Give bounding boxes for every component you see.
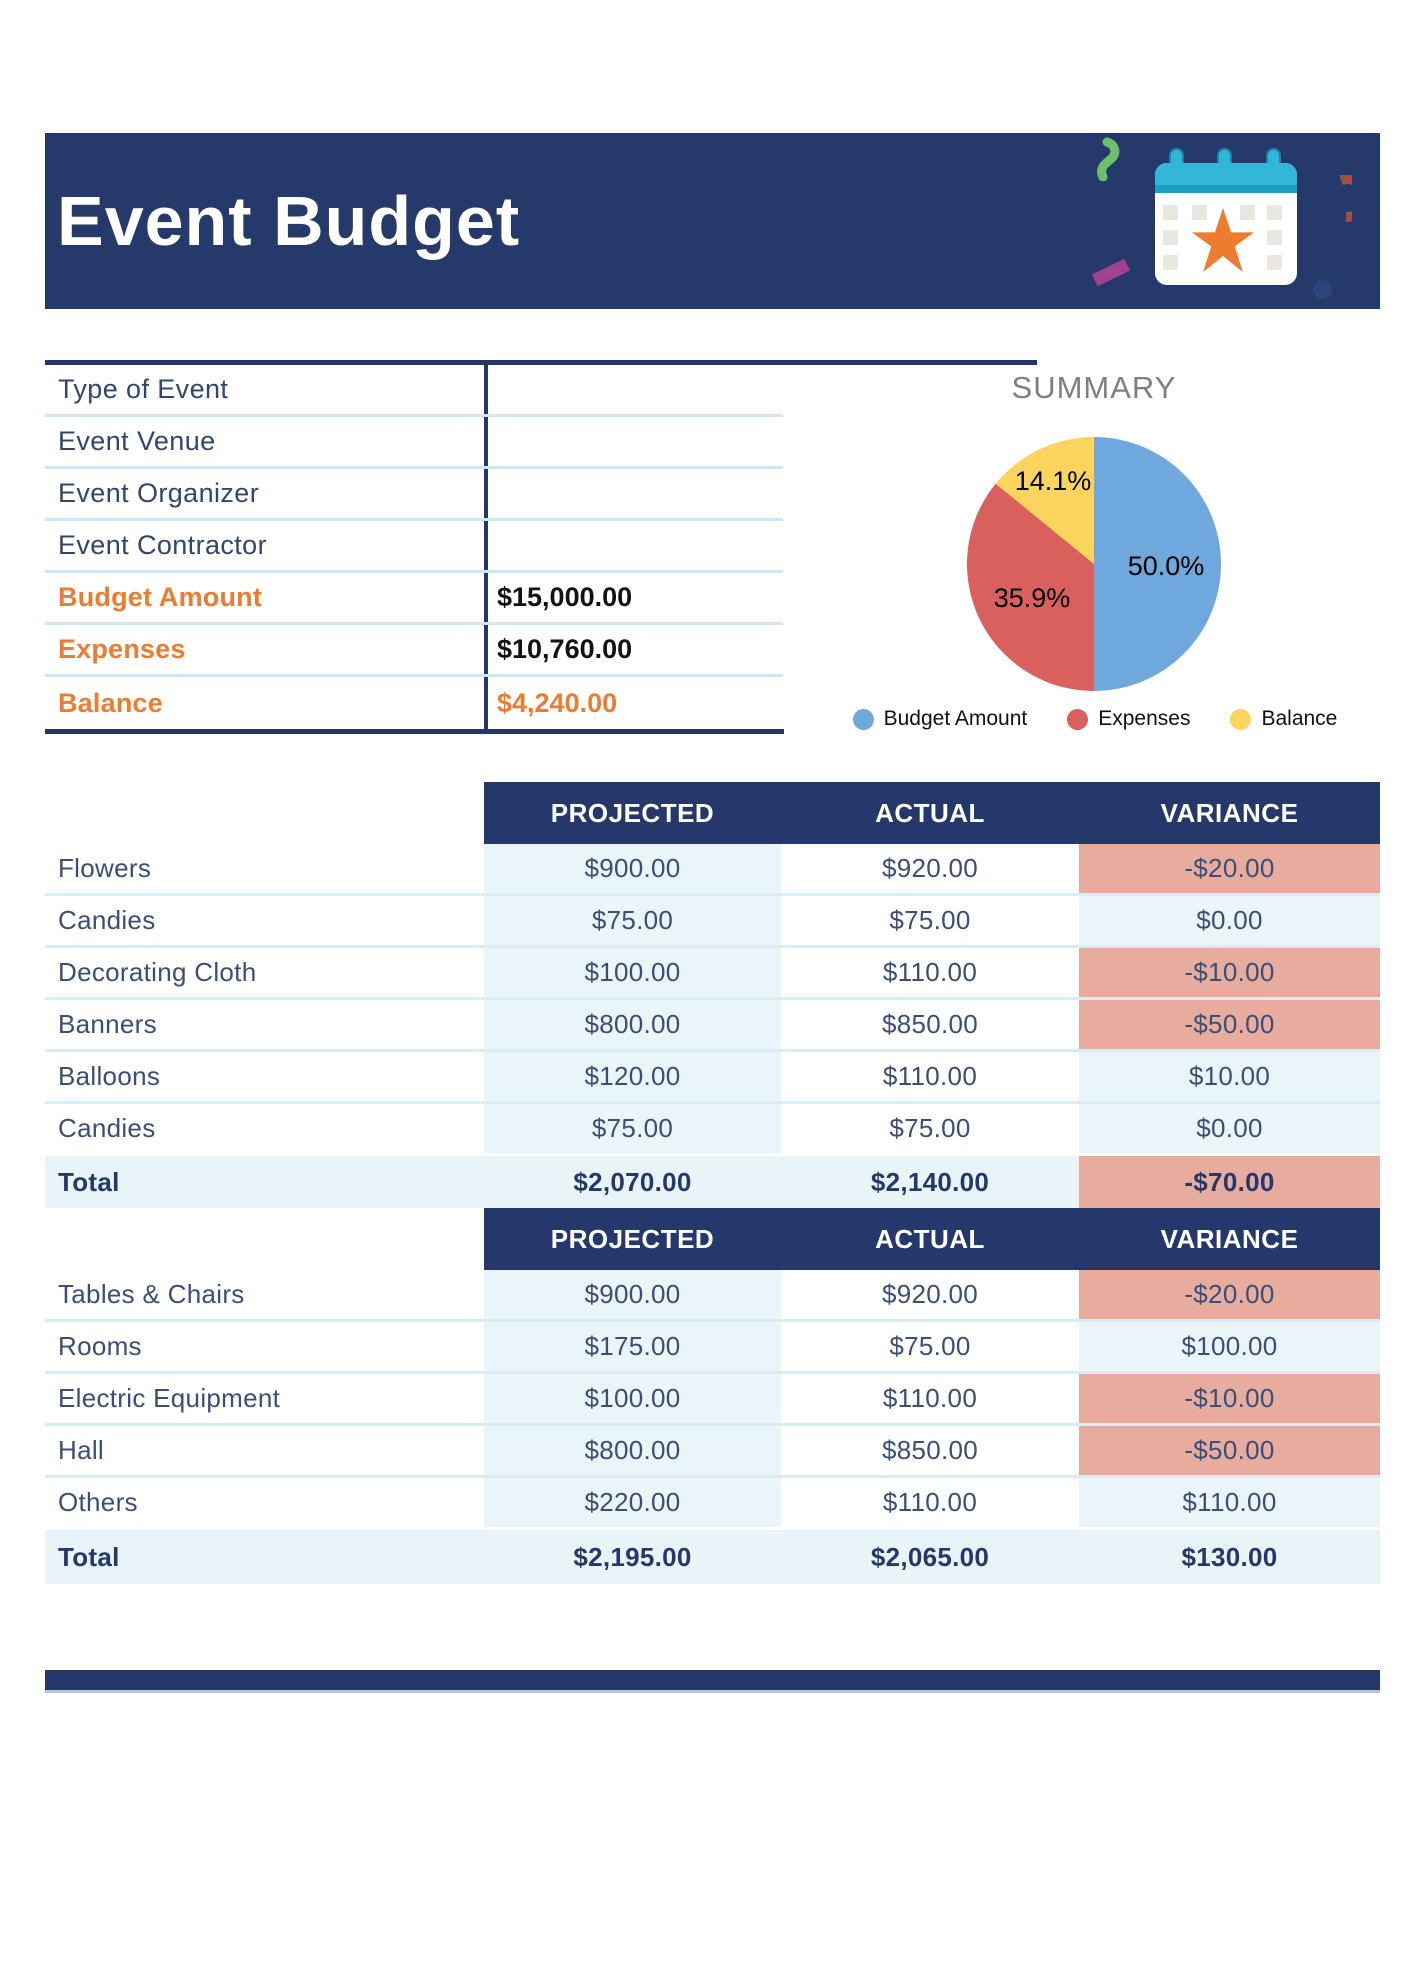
cell-actual-total: $2,140.00 bbox=[781, 1156, 1079, 1208]
table-row bbox=[45, 1000, 1380, 1052]
table-title: SITE bbox=[45, 1208, 484, 1270]
row-label: Candies bbox=[45, 896, 484, 948]
row-label: Electric Equipment bbox=[45, 1374, 484, 1426]
table-row bbox=[45, 948, 1380, 1000]
cell-variance-total: $130.00 bbox=[1079, 1530, 1380, 1584]
maroon-arc-confetti-icon bbox=[1316, 175, 1352, 225]
legend-dot-red-icon bbox=[1067, 709, 1088, 730]
column-header-variance: VARIANCE bbox=[1160, 1223, 1299, 1254]
cell-variance: -$20.00 bbox=[1079, 844, 1380, 896]
row-label: Others bbox=[45, 1478, 484, 1530]
row-label: Balloons bbox=[45, 1052, 484, 1104]
row-label: Budget Amount bbox=[58, 582, 263, 612]
info-row-budget-amount bbox=[45, 573, 783, 625]
summary-chart-title: SUMMARY bbox=[1011, 370, 1177, 405]
cell-projected: $800.00 bbox=[484, 1000, 781, 1052]
table-row bbox=[45, 896, 1380, 948]
row-label: Event Contractor bbox=[58, 530, 267, 560]
site-header-row bbox=[45, 1208, 1380, 1270]
table-row bbox=[45, 1322, 1380, 1374]
legend-item-expenses bbox=[1067, 707, 1190, 731]
row-label: Event Venue bbox=[58, 426, 216, 456]
cell-actual: $75.00 bbox=[781, 1322, 1079, 1374]
legend-label: Budget Amount bbox=[883, 707, 1028, 730]
decoration-total-row bbox=[45, 1156, 1380, 1208]
budget-tables bbox=[45, 782, 1380, 1584]
table-title: DECORATION ITEMS bbox=[45, 782, 484, 844]
navy-dot-confetti-icon bbox=[1313, 280, 1332, 299]
expenses-value: $10,760.00 bbox=[497, 634, 633, 664]
row-label: Balance bbox=[58, 687, 163, 718]
table-row bbox=[45, 1426, 1380, 1478]
info-row-balance bbox=[45, 677, 783, 729]
cell-actual: $110.00 bbox=[781, 1374, 1079, 1426]
cell-variance: $0.00 bbox=[1079, 1104, 1380, 1156]
cell-actual: $75.00 bbox=[781, 896, 1079, 948]
page-title: Event Budget bbox=[57, 182, 521, 260]
legend-item-balance bbox=[1230, 707, 1337, 731]
info-row-expenses bbox=[45, 625, 783, 677]
cell-projected: $120.00 bbox=[484, 1052, 781, 1104]
cell-actual: $110.00 bbox=[781, 1052, 1079, 1104]
cell-actual: $850.00 bbox=[781, 1000, 1079, 1052]
info-table-bottom-border bbox=[45, 729, 784, 734]
cell-actual: $920.00 bbox=[781, 1270, 1079, 1322]
cell-variance: $100.00 bbox=[1079, 1322, 1380, 1374]
row-label: Candies bbox=[45, 1104, 484, 1156]
cell-actual: $110.00 bbox=[781, 1478, 1079, 1530]
cell-actual: $920.00 bbox=[781, 844, 1079, 896]
cell-projected: $900.00 bbox=[484, 1270, 781, 1322]
row-label: Flowers bbox=[45, 844, 484, 896]
column-header-variance: VARIANCE bbox=[1160, 797, 1299, 828]
cell-projected-total: $2,195.00 bbox=[484, 1530, 781, 1584]
cell-variance: $10.00 bbox=[1079, 1052, 1380, 1104]
cell-variance: $110.00 bbox=[1079, 1478, 1380, 1530]
table-row bbox=[45, 1270, 1380, 1322]
row-label: Banners bbox=[45, 1000, 484, 1052]
total-label: Total bbox=[45, 1530, 484, 1584]
chart-legend bbox=[820, 707, 1370, 731]
header-decorations bbox=[45, 133, 1380, 309]
cell-projected: $100.00 bbox=[484, 1374, 781, 1426]
cell-actual: $75.00 bbox=[781, 1104, 1079, 1156]
purple-confetti-icon bbox=[1092, 259, 1130, 286]
budget-amount-value: $15,000.00 bbox=[497, 582, 633, 612]
table-row bbox=[45, 1052, 1380, 1104]
cell-variance: -$20.00 bbox=[1079, 1270, 1380, 1322]
row-label: Rooms bbox=[45, 1322, 484, 1374]
cell-actual: $110.00 bbox=[781, 948, 1079, 1000]
site-total-row bbox=[45, 1530, 1380, 1584]
legend-item-budget-amount bbox=[853, 707, 1028, 731]
cell-actual: $850.00 bbox=[781, 1426, 1079, 1478]
row-label: Event Organizer bbox=[58, 478, 260, 508]
cell-projected: $900.00 bbox=[484, 844, 781, 896]
pie-label-balance: 14.1% bbox=[1014, 466, 1092, 496]
decoration-items-header-row bbox=[45, 782, 1380, 844]
pie-label-expenses: 35.9% bbox=[993, 583, 1071, 613]
info-row-type-of-event bbox=[45, 365, 783, 417]
info-row-event-organizer bbox=[45, 469, 783, 521]
table-row bbox=[45, 1104, 1380, 1156]
cell-variance: -$50.00 bbox=[1079, 1426, 1380, 1478]
footer-bar bbox=[45, 1670, 1380, 1690]
cell-projected-total: $2,070.00 bbox=[484, 1156, 781, 1208]
cell-variance: -$10.00 bbox=[1079, 1374, 1380, 1426]
info-row-event-venue bbox=[45, 417, 783, 469]
header-banner bbox=[45, 133, 1380, 309]
table-row bbox=[45, 844, 1380, 896]
column-header-projected: PROJECTED bbox=[550, 797, 715, 828]
table-row bbox=[45, 1374, 1380, 1426]
row-label: Tables & Chairs bbox=[45, 1270, 484, 1322]
cell-actual-total: $2,065.00 bbox=[781, 1530, 1079, 1584]
cell-variance-total: -$70.00 bbox=[1079, 1156, 1380, 1208]
legend-label: Expenses bbox=[1098, 707, 1191, 730]
row-label: Hall bbox=[45, 1426, 484, 1478]
calendar-header-band-shadow bbox=[1155, 185, 1297, 193]
table-row bbox=[45, 1478, 1380, 1530]
calendar-icon bbox=[1155, 163, 1297, 285]
cell-variance: -$10.00 bbox=[1079, 948, 1380, 1000]
row-label: Type of Event bbox=[58, 374, 229, 404]
balance-value: $4,240.00 bbox=[497, 687, 618, 718]
cell-projected: $100.00 bbox=[484, 948, 781, 1000]
green-squiggle-confetti-icon bbox=[1095, 137, 1137, 181]
column-header-projected: PROJECTED bbox=[550, 1223, 715, 1254]
legend-dot-blue-icon bbox=[853, 709, 874, 730]
row-label: Decorating Cloth bbox=[45, 948, 484, 1000]
cell-projected: $800.00 bbox=[484, 1426, 781, 1478]
cell-variance: -$50.00 bbox=[1079, 1000, 1380, 1052]
legend-dot-yellow-icon bbox=[1230, 709, 1251, 730]
info-row-event-contractor bbox=[45, 521, 783, 573]
legend-label: Balance bbox=[1261, 707, 1338, 730]
cell-projected: $175.00 bbox=[484, 1322, 781, 1374]
cell-projected: $75.00 bbox=[484, 1104, 781, 1156]
cell-projected: $220.00 bbox=[484, 1478, 781, 1530]
cell-variance: $0.00 bbox=[1079, 896, 1380, 948]
column-header-actual: ACTUAL bbox=[875, 1223, 985, 1254]
pie-label-budget-amount: 50.0% bbox=[1127, 551, 1205, 581]
cell-projected: $75.00 bbox=[484, 896, 781, 948]
column-header-actual: ACTUAL bbox=[875, 797, 985, 828]
row-label: Expenses bbox=[58, 634, 186, 664]
event-info-table bbox=[45, 365, 783, 729]
total-label: Total bbox=[45, 1156, 484, 1208]
